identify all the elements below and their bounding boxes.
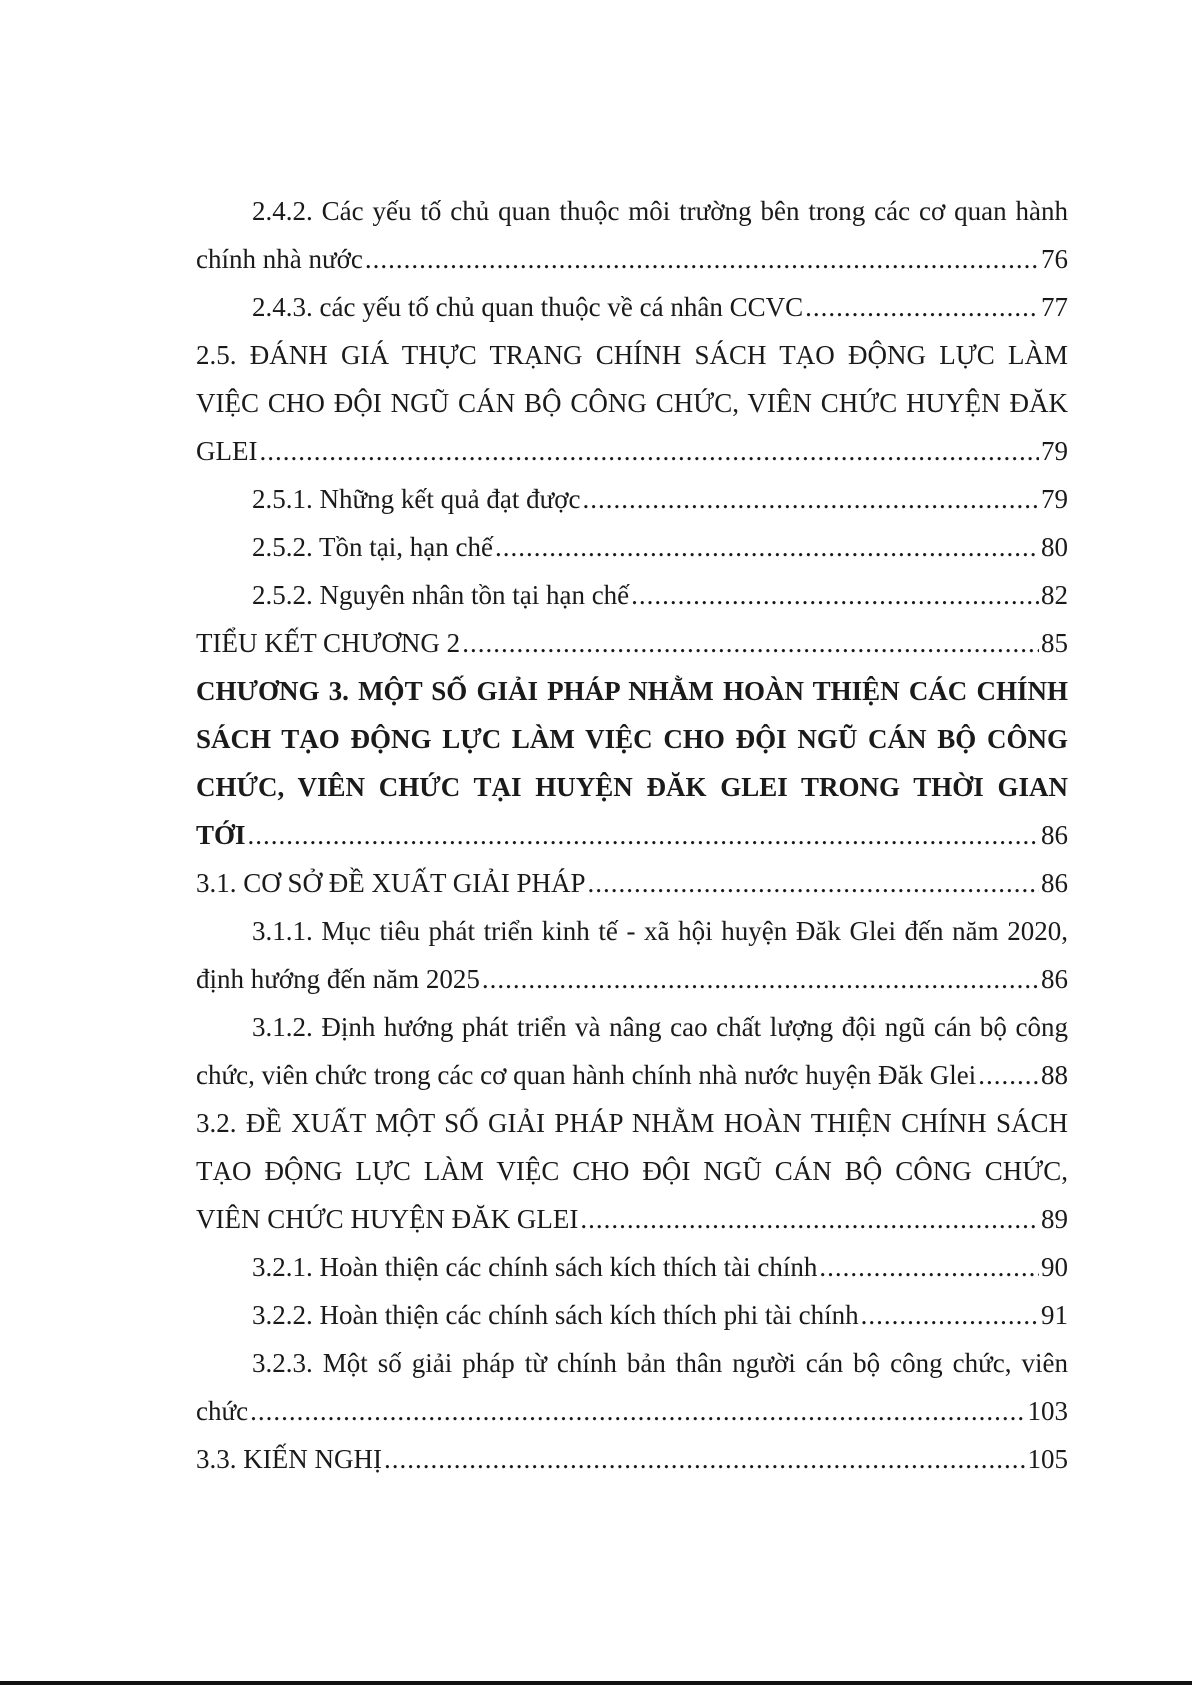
toc-chapter-3-line2: SÁCH TẠO ĐỘNG LỰC LÀM VIỆC CHO ĐỘI NGŨ CÁN BỘ CÔNG xyxy=(196,724,1068,754)
toc-entry-2-5-2-a[interactable] xyxy=(196,523,1068,571)
dot-leader xyxy=(631,571,1039,619)
toc-page-number: 91 xyxy=(1041,1300,1068,1330)
toc-page-number: 79 xyxy=(1041,436,1068,466)
toc-entry-text: chính nhà nước xyxy=(196,244,363,274)
toc-entry-text: 2.5.2. Tồn tại, hạn chế xyxy=(252,532,493,562)
toc-entry-3-2-1[interactable] xyxy=(196,1243,1068,1291)
toc-page-number: 76 xyxy=(1041,244,1068,274)
toc-entry-2-5-2-b[interactable] xyxy=(196,571,1068,619)
toc-entry-3-2-2[interactable] xyxy=(196,1291,1068,1339)
toc-page-number: 85 xyxy=(1041,628,1068,658)
dot-leader xyxy=(384,1435,1026,1483)
toc-entry-3-1-1[interactable] xyxy=(196,955,1068,1003)
toc-page-number: 103 xyxy=(1027,1396,1068,1426)
dot-leader xyxy=(248,811,1039,859)
toc-entry-text: 3.1. CƠ SỞ ĐỀ XUẤT GIẢI PHÁP xyxy=(196,868,586,898)
toc-entry-3-3[interactable] xyxy=(196,1435,1068,1483)
toc-entry-text: 2.5.2. Nguyên nhân tồn tại hạn chế xyxy=(252,580,630,610)
toc-entry-text: GLEI xyxy=(196,436,258,466)
toc-page-number: 86 xyxy=(1041,868,1068,898)
dot-leader xyxy=(462,619,1039,667)
toc-entry-2-5-line1: 2.5. ĐÁNH GIÁ THỰC TRẠNG CHÍNH SÁCH TẠO ĐỘNG LỰC LÀM xyxy=(196,340,1068,370)
toc-entry-2-4-2[interactable] xyxy=(196,235,1068,283)
toc-entry-text: 2.4.3. các yếu tố chủ quan thuộc về cá nhân CCVC xyxy=(252,292,804,322)
dot-leader xyxy=(482,955,1039,1003)
toc-entry-text: 2.5.1. Những kết quả đạt được xyxy=(252,484,581,514)
toc-entry-2-5-1[interactable] xyxy=(196,475,1068,523)
toc-chapter-3-line1: CHƯƠNG 3. MỘT SỐ GIẢI PHÁP NHẰM HOÀN THIỆN CÁC CHÍNH xyxy=(196,676,1068,706)
toc-page-number: 82 xyxy=(1041,580,1068,610)
toc-entry-text: chức xyxy=(196,1396,249,1426)
toc-page-number: 89 xyxy=(1041,1204,1068,1234)
toc-entry-3-2-line2: TẠO ĐỘNG LỰC LÀM VIỆC CHO ĐỘI NGŨ CÁN BỘ CÔNG CHỨC, xyxy=(196,1156,1068,1186)
toc-entry-2-5[interactable] xyxy=(196,427,1068,475)
dot-leader xyxy=(805,283,1039,331)
dot-leader xyxy=(582,475,1039,523)
toc-entry-text: TIỂU KẾT CHƯƠNG 2 xyxy=(196,628,461,658)
toc-entry-3-1[interactable] xyxy=(196,859,1068,907)
toc-entry-3-2-3-line1: 3.2.3. Một số giải pháp từ chính bản thân người cán bộ công chức, viên xyxy=(252,1348,1068,1378)
toc-entry-3-2[interactable] xyxy=(196,1195,1068,1243)
toc-page-number: 105 xyxy=(1027,1444,1068,1474)
toc-page-number: 80 xyxy=(1041,532,1068,562)
toc-entry-text: 3.2.1. Hoàn thiện các chính sách kích thích tài chính xyxy=(252,1252,818,1282)
toc-page-number: 86 xyxy=(1041,820,1068,850)
toc-entry-2-5-line2: VIỆC CHO ĐỘI NGŨ CÁN BỘ CÔNG CHỨC, VIÊN CHỨC HUYỆN ĐĂK xyxy=(196,388,1068,418)
dot-leader xyxy=(588,859,1039,907)
toc-page xyxy=(196,187,1068,1483)
dot-leader xyxy=(819,1243,1039,1291)
dot-leader xyxy=(861,1291,1039,1339)
toc-page-number: 77 xyxy=(1041,292,1068,322)
toc-entry-text: 3.2.2. Hoàn thiện các chính sách kích thích phi tài chính xyxy=(252,1300,859,1330)
toc-page-number: 90 xyxy=(1041,1252,1068,1282)
dot-leader xyxy=(495,523,1039,571)
toc-entry-text: TỚI xyxy=(196,820,246,850)
dot-leader xyxy=(580,1195,1039,1243)
toc-entry-text: định hướng đến năm 2025 xyxy=(196,964,480,994)
toc-entry-3-1-2[interactable] xyxy=(196,1051,1068,1099)
dot-leader xyxy=(365,235,1039,283)
dot-leader xyxy=(978,1051,1039,1099)
toc-page-number: 86 xyxy=(1041,964,1068,994)
toc-entry-text: 3.3. KIẾN NGHỊ xyxy=(196,1444,382,1474)
toc-entry-summary-chapter-2[interactable] xyxy=(196,619,1068,667)
toc-chapter-3[interactable] xyxy=(196,811,1068,859)
page-bottom-border xyxy=(0,1681,1192,1685)
toc-entry-text: VIÊN CHỨC HUYỆN ĐĂK GLEI xyxy=(196,1204,579,1234)
toc-entry-2-4-2-line1: 2.4.2. Các yếu tố chủ quan thuộc môi trường bên trong các cơ quan hành xyxy=(252,196,1068,226)
toc-chapter-3-line3: CHỨC, VIÊN CHỨC TẠI HUYỆN ĐĂK GLEI TRONG THỜI GIAN xyxy=(196,772,1068,802)
toc-entry-3-1-1-line1: 3.1.1. Mục tiêu phát triển kinh tế - xã hội huyện Đăk Glei đến năm 2020, xyxy=(252,916,1068,946)
toc-entry-3-1-2-line1: 3.1.2. Định hướng phát triển và nâng cao chất lượng đội ngũ cán bộ công xyxy=(252,1012,1068,1042)
dot-leader xyxy=(259,427,1039,475)
toc-entry-text: chức, viên chức trong các cơ quan hành chính nhà nước huyện Đăk Glei xyxy=(196,1060,977,1090)
toc-entry-2-4-3[interactable] xyxy=(196,283,1068,331)
toc-page-number: 88 xyxy=(1041,1060,1068,1090)
toc-page-number: 79 xyxy=(1041,484,1068,514)
dot-leader xyxy=(250,1387,1025,1435)
toc-entry-3-2-line1: 3.2. ĐỀ XUẤT MỘT SỐ GIẢI PHÁP NHẰM HOÀN THIỆN CHÍNH SÁCH xyxy=(196,1108,1068,1138)
toc-entry-3-2-3[interactable] xyxy=(196,1387,1068,1435)
